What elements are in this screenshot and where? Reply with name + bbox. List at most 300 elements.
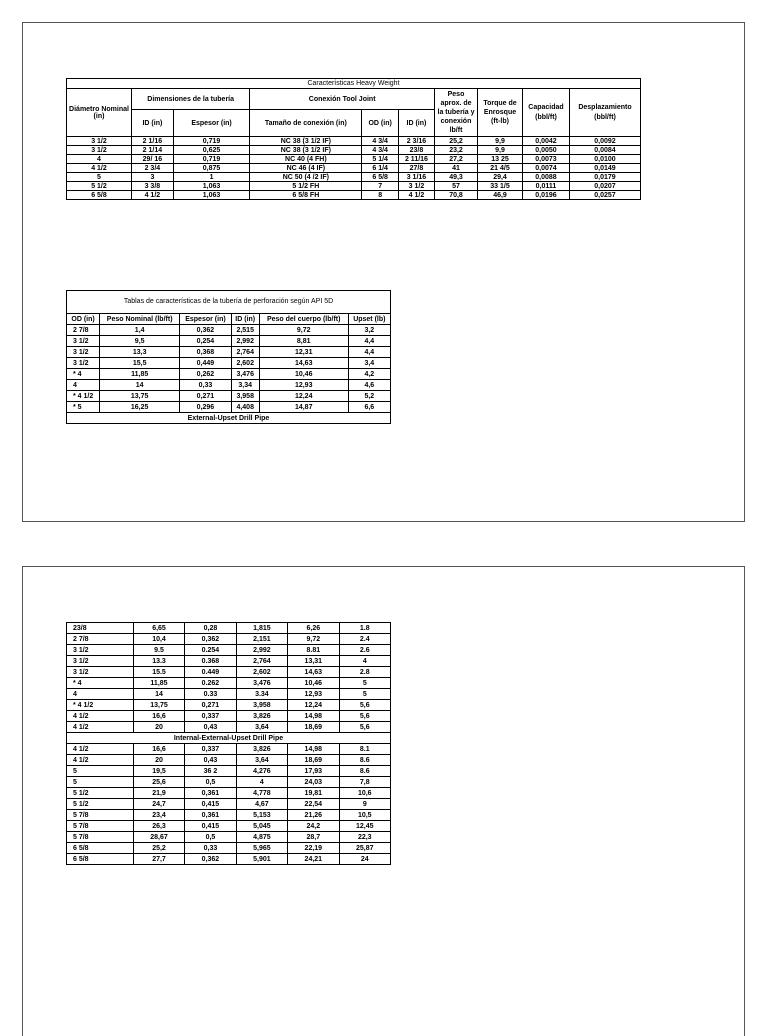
table-row — [67, 656, 391, 667]
table-cell: 2 11/16 — [398, 155, 434, 164]
table-cell: 0,362 — [185, 854, 236, 865]
table-cell: 0.33 — [185, 689, 236, 700]
table-cell: 0,362 — [180, 325, 231, 336]
table-row — [67, 678, 391, 689]
table-cell: 4 — [67, 689, 134, 700]
heavy-weight-table — [66, 78, 641, 200]
table-cell: 9,9 — [478, 137, 523, 146]
table-cell: 3 1/16 — [398, 173, 434, 182]
table-cell: 4,408 — [231, 402, 259, 413]
table-row — [67, 146, 641, 155]
table-cell: 11,85 — [100, 369, 180, 380]
header-espesor: Espesor (in) — [173, 110, 250, 137]
table-cell: 2,602 — [231, 358, 259, 369]
table-row — [67, 843, 391, 854]
table-cell: NC 38 (3 1/2 IF) — [250, 137, 362, 146]
table-cell: 13 25 — [478, 155, 523, 164]
table-cell: 5,6 — [339, 711, 390, 722]
table-cell: 6 5/8 — [362, 173, 399, 182]
table-title-row — [67, 79, 641, 89]
table-cell: 9,72 — [288, 634, 339, 645]
table-cell: 12,24 — [288, 700, 339, 711]
table-cell: 3,34 — [231, 380, 259, 391]
table-cell: 3,476 — [236, 678, 287, 689]
table-cell: 8.6 — [339, 766, 390, 777]
table-cell: 5 7/8 — [67, 810, 134, 821]
table-cell: 2 7/8 — [67, 325, 100, 336]
table-cell: * 4 — [67, 369, 100, 380]
table-footer-row — [67, 413, 391, 424]
table-cell: 5,965 — [236, 843, 287, 854]
table-cell: 2 3/4 — [132, 164, 174, 173]
header-torque: Torque de Enrosque (ft-lb) — [478, 89, 523, 137]
table-cell: 4,67 — [236, 799, 287, 810]
table-cell: 28,7 — [288, 832, 339, 843]
table-cell: 0,0092 — [570, 137, 641, 146]
table-cell: 0,337 — [185, 744, 236, 755]
api-header-cell: Peso Nominal (lb/ft) — [100, 314, 180, 325]
table-row — [67, 744, 391, 755]
table-cell: 0,0100 — [570, 155, 641, 164]
table-row — [67, 810, 391, 821]
table-row — [67, 623, 391, 634]
table-row — [67, 854, 391, 865]
table-cell: 6 5/8 — [67, 843, 134, 854]
table-cell: 2 7/8 — [67, 634, 134, 645]
table-row — [67, 137, 641, 146]
table-cell: 0,415 — [185, 799, 236, 810]
table-cell: 4 — [67, 155, 132, 164]
table-cell: 3 3/8 — [132, 182, 174, 191]
table-cell: 8,81 — [259, 336, 348, 347]
table-cell: 41 — [435, 164, 478, 173]
table-cell: 2,992 — [231, 336, 259, 347]
table-cell: 13,3 — [100, 347, 180, 358]
header-tamano: Tamaño de conexión (in) — [250, 110, 362, 137]
table-cell: 3.34 — [236, 689, 287, 700]
table-cell: 0,0149 — [570, 164, 641, 173]
table-cell: 14,98 — [288, 744, 339, 755]
table-cell: 3,826 — [236, 744, 287, 755]
table-cell: 70,8 — [435, 191, 478, 200]
table-cell: 46,9 — [478, 191, 523, 200]
header-conexion: Conexión Tool Joint — [250, 89, 435, 110]
table-cell: 0,43 — [185, 722, 236, 733]
table-cell: 10,4 — [133, 634, 184, 645]
table-row — [67, 402, 391, 413]
table-cell: 0,28 — [185, 623, 236, 634]
table-cell: 5 1/2 — [67, 182, 132, 191]
table-cell: 27,7 — [133, 854, 184, 865]
table-cell: 10,46 — [288, 678, 339, 689]
table-cell: 27/8 — [398, 164, 434, 173]
table-cell: 0,368 — [180, 347, 231, 358]
table-row — [67, 766, 391, 777]
table-cell: 8.81 — [288, 645, 339, 656]
section-label-body — [67, 733, 391, 744]
table-cell: 0,0073 — [523, 155, 570, 164]
table-cell: 5 7/8 — [67, 821, 134, 832]
table-cell: 22,54 — [288, 799, 339, 810]
table-cell: 3 1/2 — [67, 137, 132, 146]
table-cell: 5 — [67, 766, 134, 777]
table-cell: NC 50 (4 /2 IF) — [250, 173, 362, 182]
table-row — [67, 191, 641, 200]
table-cell: 0,254 — [180, 336, 231, 347]
table-row — [67, 347, 391, 358]
table-cell: 0,625 — [173, 146, 250, 155]
table-cell: 0,0088 — [523, 173, 570, 182]
table-cell: 12,31 — [259, 347, 348, 358]
table-cell: 0,33 — [185, 843, 236, 854]
table-cell: 0,362 — [185, 634, 236, 645]
table-cell: 4 1/2 — [67, 744, 134, 755]
table-row — [67, 689, 391, 700]
table-cell: 4,4 — [348, 347, 390, 358]
table-row — [67, 821, 391, 832]
table-cell: 3 1/2 — [67, 336, 100, 347]
table-row — [67, 700, 391, 711]
api-5d-table — [66, 290, 391, 424]
table-cell: 1.8 — [339, 623, 390, 634]
table-cell: 12,45 — [339, 821, 390, 832]
table-cell: 4 3/4 — [362, 137, 399, 146]
table-cell: 3 1/2 — [67, 645, 134, 656]
table-cell: 19,81 — [288, 788, 339, 799]
table-cell: 12,93 — [288, 689, 339, 700]
table-cell: 4 1/2 — [67, 711, 134, 722]
table-cell: 0.449 — [185, 667, 236, 678]
table-cell: 5 — [339, 678, 390, 689]
table-cell: 0,33 — [180, 380, 231, 391]
table-cell: 1 — [173, 173, 250, 182]
table-cell: 4,2 — [348, 369, 390, 380]
table-cell: 15.5 — [133, 667, 184, 678]
table-cell: 9 — [339, 799, 390, 810]
table-cell: 22,19 — [288, 843, 339, 854]
table-cell: 0,415 — [185, 821, 236, 832]
header-desplazamiento: Desplazamiento (bbl/ft) — [570, 89, 641, 137]
table-cell: 5 1/2 — [67, 788, 134, 799]
section-label: Internal-External-Upset Drill Pipe — [67, 733, 391, 744]
table-cell: 9,5 — [100, 336, 180, 347]
header-peso: Peso aprox. de la tubería y conexión lb/ft — [435, 89, 478, 137]
table-cell: 0.254 — [185, 645, 236, 656]
api-header-cell: OD (in) — [67, 314, 100, 325]
table-cell: 10,5 — [339, 810, 390, 821]
table-row — [67, 755, 391, 766]
table-cell: NC 38 (3 1/2 IF) — [250, 146, 362, 155]
table-cell: 14 — [100, 380, 180, 391]
table-cell: 0,0207 — [570, 182, 641, 191]
table-cell: 0.368 — [185, 656, 236, 667]
table-cell: 5,2 — [348, 391, 390, 402]
table-row — [67, 722, 391, 733]
table-row — [67, 711, 391, 722]
table-cell: 12,93 — [259, 380, 348, 391]
table-cell: * 4 1/2 — [67, 391, 100, 402]
header-id: ID (in) — [132, 110, 174, 137]
api-header-cell: Peso del cuerpo (lb/ft) — [259, 314, 348, 325]
table-row — [67, 645, 391, 656]
table-cell: 25,2 — [133, 843, 184, 854]
table-cell: 3,476 — [231, 369, 259, 380]
table-cell: 9.5 — [133, 645, 184, 656]
table-cell: 0,262 — [180, 369, 231, 380]
table-cell: 14,63 — [259, 358, 348, 369]
table-cell: 3 1/2 — [67, 146, 132, 155]
table-cell: 26,3 — [133, 821, 184, 832]
table-cell: 5 1/2 — [67, 799, 134, 810]
api-5d-body — [67, 325, 391, 413]
api-header-cell: Upset (lb) — [348, 314, 390, 325]
table-cell: 6,26 — [288, 623, 339, 634]
table-cell: 4 — [67, 380, 100, 391]
table-cell: 3,958 — [236, 700, 287, 711]
table-cell: 23/8 — [398, 146, 434, 155]
table-cell: 49,3 — [435, 173, 478, 182]
table-cell: 25,87 — [339, 843, 390, 854]
table-cell: 20 — [133, 722, 184, 733]
table-cell: 0,0050 — [523, 146, 570, 155]
table-cell: 3 1/2 — [398, 182, 434, 191]
table-row — [67, 155, 641, 164]
table-cell: 25,6 — [133, 777, 184, 788]
table-cell: 0,5 — [185, 832, 236, 843]
table-row — [67, 164, 641, 173]
table-cell: 2,602 — [236, 667, 287, 678]
table-cell: 0,271 — [180, 391, 231, 402]
table-row — [67, 667, 391, 678]
table-cell: 0,0179 — [570, 173, 641, 182]
table-cell: 7,8 — [339, 777, 390, 788]
table-cell: 0,0111 — [523, 182, 570, 191]
table-cell: 4 3/4 — [362, 146, 399, 155]
table-cell: 21,9 — [133, 788, 184, 799]
table-cell: 11,85 — [133, 678, 184, 689]
table-cell: 29,4 — [478, 173, 523, 182]
table-cell: 4 1/2 — [67, 164, 132, 173]
table-row — [67, 369, 391, 380]
table-cell: 25,2 — [435, 137, 478, 146]
api-footer: External-Upset Drill Pipe — [67, 413, 391, 424]
table-cell: 4,875 — [236, 832, 287, 843]
table-cell: * 5 — [67, 402, 100, 413]
table-cell: 5 1/2 FH — [250, 182, 362, 191]
table-cell: 4 1/2 — [67, 722, 134, 733]
table-cell: 3,2 — [348, 325, 390, 336]
table-cell: 7 — [362, 182, 399, 191]
table-row — [67, 380, 391, 391]
table-cell: 0,0074 — [523, 164, 570, 173]
table-cell: 24,21 — [288, 854, 339, 865]
table-cell: 1,063 — [173, 191, 250, 200]
table-cell: * 4 1/2 — [67, 700, 134, 711]
document-page-1 — [22, 22, 745, 522]
table-cell: 21 4/5 — [478, 164, 523, 173]
table-cell: 9,9 — [478, 146, 523, 155]
table-cell: 21,26 — [288, 810, 339, 821]
table-row — [67, 336, 391, 347]
table-cell: 9,72 — [259, 325, 348, 336]
table-cell: 3 1/2 — [67, 667, 134, 678]
table-cell: 22,3 — [339, 832, 390, 843]
table-row — [67, 358, 391, 369]
table-cell: 0,449 — [180, 358, 231, 369]
table-cell: 0.262 — [185, 678, 236, 689]
api-header-cell: ID (in) — [231, 314, 259, 325]
table-cell: 0,0257 — [570, 191, 641, 200]
table-cell: 4 1/2 — [67, 755, 134, 766]
table-cell: 6 5/8 — [67, 854, 134, 865]
table-cell: 2 1/14 — [132, 146, 174, 155]
table-cell: 5 — [339, 689, 390, 700]
table-cell: 6 5/8 FH — [250, 191, 362, 200]
table-cell: 36 2 — [185, 766, 236, 777]
table-cell: 0,0196 — [523, 191, 570, 200]
table-cell: 4,4 — [348, 336, 390, 347]
table-cell: 18,69 — [288, 722, 339, 733]
table-cell: 0,361 — [185, 788, 236, 799]
table-cell: 0,271 — [185, 700, 236, 711]
table-cell: 24,2 — [288, 821, 339, 832]
table-cell: 0,719 — [173, 155, 250, 164]
table-cell: 5,6 — [339, 722, 390, 733]
header-row — [67, 89, 641, 110]
table-cell: 3,958 — [231, 391, 259, 402]
header-row — [67, 314, 391, 325]
table-cell: 3 1/2 — [67, 358, 100, 369]
table-cell: 8 — [362, 191, 399, 200]
header-capacidad: Capacidad (bbl/ft) — [523, 89, 570, 137]
header-diametro: Diámetro Nominal (in) — [67, 89, 132, 137]
table-cell: 5,6 — [339, 700, 390, 711]
table-row — [67, 173, 641, 182]
table-cell: 3 — [132, 173, 174, 182]
table-cell: NC 40 (4 FH) — [250, 155, 362, 164]
table-cell: 6,6 — [348, 402, 390, 413]
table-cell: 4,778 — [236, 788, 287, 799]
internal-external-upset-rows — [67, 744, 391, 865]
table-cell: 3,826 — [236, 711, 287, 722]
table-cell: 0,296 — [180, 402, 231, 413]
table-cell: 4 1/2 — [398, 191, 434, 200]
table-cell: 5 1/4 — [362, 155, 399, 164]
table-cell: 6,65 — [133, 623, 184, 634]
table-cell: 4,276 — [236, 766, 287, 777]
table-title-row — [67, 291, 391, 314]
table-cell: 5,045 — [236, 821, 287, 832]
table-cell: 14 — [133, 689, 184, 700]
table-cell: 1,4 — [100, 325, 180, 336]
table-cell: 33 1/5 — [478, 182, 523, 191]
document-page-2 — [22, 566, 745, 1036]
table-cell: 2,764 — [231, 347, 259, 358]
api-title: Tablas de características de la tubería de perforación según API 5D — [67, 291, 391, 314]
table-cell: 0,361 — [185, 810, 236, 821]
table-cell: 16,6 — [133, 711, 184, 722]
table-cell: 3,4 — [348, 358, 390, 369]
table-row — [67, 788, 391, 799]
table-row — [67, 634, 391, 645]
table-cell: 17,93 — [288, 766, 339, 777]
table-cell: 4,6 — [348, 380, 390, 391]
table-cell: 18,69 — [288, 755, 339, 766]
table-cell: 13,75 — [133, 700, 184, 711]
table-cell: 3 1/2 — [67, 347, 100, 358]
table-cell: 0,719 — [173, 137, 250, 146]
table-cell: 2.6 — [339, 645, 390, 656]
table-row — [67, 799, 391, 810]
table-cell: 24 — [339, 854, 390, 865]
table-cell: 3,64 — [236, 722, 287, 733]
table-row — [67, 391, 391, 402]
table-cell: 4 — [236, 777, 287, 788]
table-cell: 24,7 — [133, 799, 184, 810]
table-cell: 0,0042 — [523, 137, 570, 146]
table-cell: 0,0084 — [570, 146, 641, 155]
header-od: OD (in) — [362, 110, 399, 137]
table-row — [67, 777, 391, 788]
table-cell: 14,98 — [288, 711, 339, 722]
table-cell: 28,67 — [133, 832, 184, 843]
table-cell: 0,875 — [173, 164, 250, 173]
table-cell: 24,03 — [288, 777, 339, 788]
table-cell: 2.8 — [339, 667, 390, 678]
heavy-weight-body — [67, 137, 641, 200]
table-cell: 19,5 — [133, 766, 184, 777]
table-cell: NC 46 (4 IF) — [250, 164, 362, 173]
table-cell: 12,24 — [259, 391, 348, 402]
table-cell: 5 — [67, 173, 132, 182]
table-cell: 16,25 — [100, 402, 180, 413]
table-cell: 5 — [67, 777, 134, 788]
section-label-row — [67, 733, 391, 744]
table-cell: 20 — [133, 755, 184, 766]
table-cell: 3,64 — [236, 755, 287, 766]
table-cell: 23,4 — [133, 810, 184, 821]
table-cell: 14,63 — [288, 667, 339, 678]
table-cell: 2,151 — [236, 634, 287, 645]
table-cell: 4 1/2 — [132, 191, 174, 200]
header-id-2: ID (in) — [398, 110, 434, 137]
table-cell: 15,5 — [100, 358, 180, 369]
table-cell: 29/ 16 — [132, 155, 174, 164]
table-row — [67, 832, 391, 843]
table-cell: 13,31 — [288, 656, 339, 667]
table-cell: 2,515 — [231, 325, 259, 336]
table-cell: 13.3 — [133, 656, 184, 667]
table-cell: 5,901 — [236, 854, 287, 865]
table-cell: 6 1/4 — [362, 164, 399, 173]
drill-pipe-continued-table — [66, 622, 391, 865]
table-cell: 8.6 — [339, 755, 390, 766]
table-cell: 27,2 — [435, 155, 478, 164]
table-cell: 14,87 — [259, 402, 348, 413]
table-cell: 0,337 — [185, 711, 236, 722]
table-cell: 2.4 — [339, 634, 390, 645]
heavy-weight-title: Características Heavy Weight — [67, 79, 641, 89]
table-cell: 0,5 — [185, 777, 236, 788]
table-cell: 10,6 — [339, 788, 390, 799]
header-dimensiones: Dimensiones de la tubería — [132, 89, 250, 110]
table-cell: 16,6 — [133, 744, 184, 755]
table-row — [67, 325, 391, 336]
table-cell: 1,815 — [236, 623, 287, 634]
table-cell: 5,153 — [236, 810, 287, 821]
table-cell: 2 3/16 — [398, 137, 434, 146]
table-cell: 3 1/2 — [67, 656, 134, 667]
